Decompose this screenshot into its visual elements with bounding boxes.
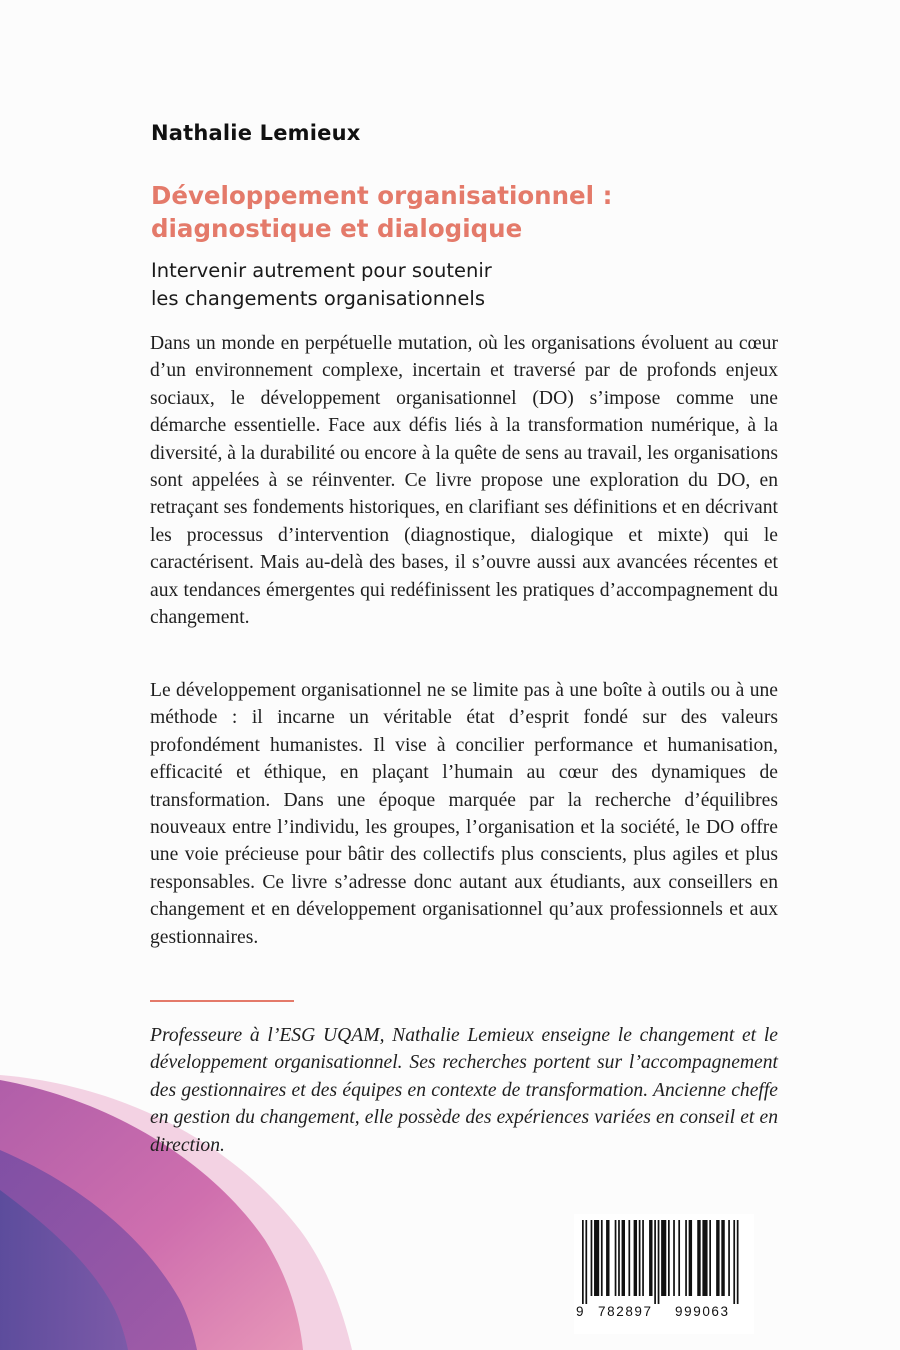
barcode-bar (702, 1220, 707, 1296)
barcode-bar (594, 1220, 599, 1296)
book-subtitle-line-1: Intervenir autrement pour soutenir (151, 259, 492, 282)
barcode-bar (728, 1220, 730, 1296)
barcode-bar (582, 1220, 584, 1304)
barcode-bar (585, 1220, 587, 1304)
barcode-bar (733, 1220, 735, 1304)
accent-divider (150, 1000, 294, 1002)
author-name: Nathalie Lemieux (151, 121, 361, 145)
barcode-bar (673, 1220, 675, 1296)
barcode-bar (606, 1220, 609, 1296)
barcode-bar (615, 1220, 617, 1296)
summary-paragraph: Le développement organisationnel ne se limite pas à une boîte à outils ou à une méthode : il incarne un véritable état d’esprit fondé sur des valeurs profondément humanistes. Il vise à concilier performance et humanisation, efficacité et éthique, en plaçant l’humain au cœur des dynamiques de transformation. Dans une époque marquée par la recherche d’équilibres nouveaux entre l’individu, les groupes, l’organisation et la société, le DO offre une voie précieuse pour bâtir des collectifs plus conscients, plus agiles et plus responsables. Ce livre s’adresse donc autant aux étudiants, aux conseillers en changement et en développement organisationnel qu’aux professionnels et aux gestionnaires. (150, 680, 778, 948)
summary-paragraph: Dans un monde en perpétuelle mutation, où les organisations évoluent au cœur d’un environnement complexe, incertain et traversé par de profonds enjeux sociaux, le développement organisationnel (DO) s’impose comme une démarche essentielle. Face aux défis liés à la transformation numérique, à la diversité, à la durabilité ou encore à la quête de sens au travail, les organisations sont appelées à se réinventer. Ce livre propose une exploration du DO, en retraçant ses fondements historiques, en clarifiant ses définitions et en décrivant les processus d’intervention (diagnostique, dialogique et mixte) qui le caractérisent. Mais au-delà des bases, il s’ouvre aussi aux avancées récentes et aux tendances émergentes qui redéfinissent les pratiques d’accompagnement du changement. (150, 333, 778, 629)
barcode-bar (685, 1220, 687, 1296)
barcode-bars (574, 1214, 754, 1304)
barcode-bar (591, 1220, 593, 1296)
book-title-line-1: Développement organisationnel : (151, 181, 613, 210)
book-subtitle (151, 257, 771, 313)
barcode-bar (716, 1220, 719, 1296)
barcode-bar (649, 1220, 652, 1296)
barcode-bar (601, 1220, 603, 1296)
book-title-line-2: diagnostique et dialogique (151, 214, 523, 243)
book-title (151, 179, 771, 245)
author-bio: Professeure à l’ESG UQAM, Nathalie Lemieux enseigne le changement et le développement organisationnel. Ses recherches portent sur l’accompagnement des gestionnaires et des équipes en contexte de transformation. Ancienne cheffe en gestion du changement, elle possède des expériences variées en conseil et en direction. (150, 1025, 778, 1156)
barcode-bar (661, 1220, 666, 1296)
isbn-left-digits: 782897 (598, 1304, 653, 1319)
isbn-barcode (574, 1214, 754, 1334)
barcode-bar (721, 1220, 724, 1296)
barcode-bar (622, 1220, 625, 1296)
barcode-bar (642, 1220, 644, 1296)
barcode-bar (658, 1220, 660, 1304)
barcode-bar (628, 1220, 630, 1296)
barcode-bar (709, 1220, 711, 1296)
barcode-bar (697, 1220, 700, 1296)
isbn-right-digits: 999063 (675, 1304, 730, 1319)
barcode-bar (654, 1220, 656, 1304)
barcode-bar (634, 1220, 637, 1296)
book-subtitle-line-2: les changements organisationnels (151, 287, 485, 310)
isbn-first-digit: 9 (576, 1304, 584, 1319)
barcode-bar (678, 1220, 680, 1296)
isbn-digits (574, 1304, 754, 1324)
barcode-bar (618, 1220, 620, 1296)
barcode-bar (668, 1220, 670, 1296)
barcode-bar (737, 1220, 739, 1304)
barcode-bar (639, 1220, 641, 1296)
barcode-bar (689, 1220, 692, 1296)
